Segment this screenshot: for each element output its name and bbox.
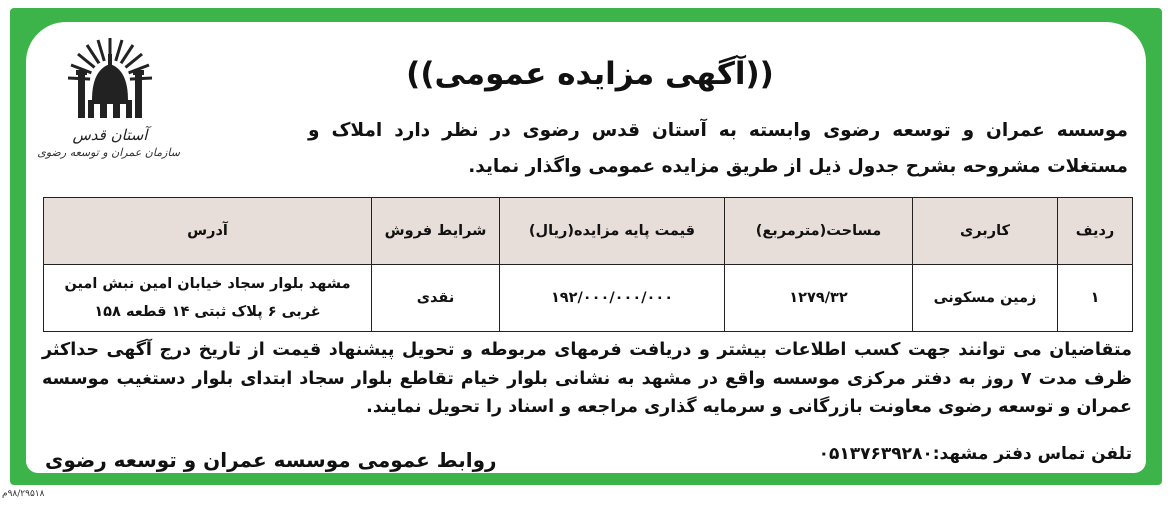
shrine-emblem-icon [64,34,156,126]
logo-org-text: سازمان عمران و توسعه رضوی [37,146,180,159]
phone-label: تلفن تماس دفتر مشهد: [932,444,1132,464]
signature: روابط عمومی موسسه عمران و توسعه رضوی [45,448,497,472]
cell-area: ۱۲۷۹/۳۲ [725,265,913,332]
logo-brand-text: آستان قدس [72,126,148,144]
astan-quds-logo [37,34,180,192]
header-address: آدرس [44,198,372,265]
cell-base-price: ۱۹۲/۰۰۰/۰۰۰/۰۰۰ [500,265,725,332]
auction-table [43,197,1133,332]
header-row-number: ردیف [1058,198,1133,265]
header-area: مساحت(مترمربع) [725,198,913,265]
notice-title: ((آگهی مزایده عمومی)) [406,56,774,92]
cell-sale-terms: نقدی [372,265,500,332]
table-row [44,265,1133,332]
contact-phone [732,444,1132,464]
header-base-price: قیمت پایه مزایده(ریال) [500,198,725,265]
phone-number: ۰۵۱۳۷۶۳۹۲۸۰ [818,444,933,464]
cell-usage: زمین مسکونی [913,265,1058,332]
cell-row-number: ۱ [1058,265,1133,332]
ad-code: ۹۸/۲۹۵۱۸م [2,489,45,499]
cell-address: مشهد بلوار سجاد خیابان امین نبش امین غربی ۶ پلاک ثبتی ۱۴ قطعه ۱۵۸ [44,265,372,332]
details-paragraph: متقاضیان می توانند جهت کسب اطلاعات بیشتر و دریافت فرمهای مربوطه و تحویل پیشنهاد قیمت از تاریخ درج آگهی حداکثر ظرف مدت ۷ روز به دفتر مرکزی موسسه واقع در مشهد به نشانی بلوار خیام تقاطع بلوار سجاد ابتدای بلوار دستغیب موسسه عمران و توسعه رضوی معاونت بازرگانی و سرمایه گذاری مراجعه و اسناد را تحویل نمایند. [42,340,1132,417]
header-sale-terms: شرایط فروش [372,198,500,265]
table-header-row [44,198,1133,265]
intro-paragraph: موسسه عمران و توسعه رضوی وابسته به آستان قدس رضوی در نظر دارد املاک و مستغلات مشروحه بشرح جدول ذیل از طریق مزایده عمومی واگذار نماید. [308,120,1128,177]
header-usage: کاربری [913,198,1058,265]
